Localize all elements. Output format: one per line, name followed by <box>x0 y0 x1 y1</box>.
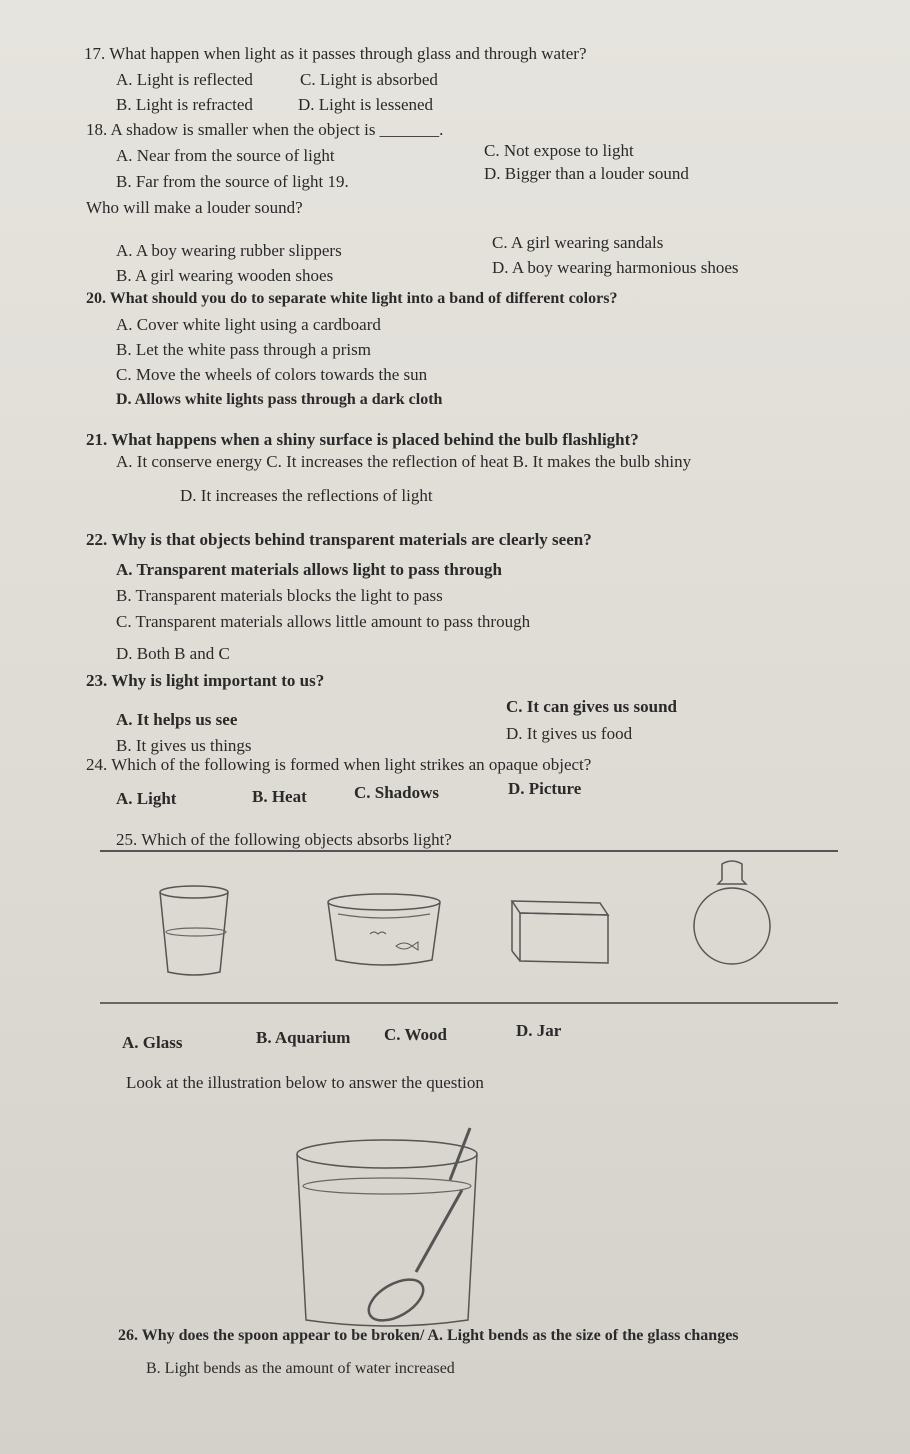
q20-stem: 20. What should you do to separate white light into a band of different colors? <box>86 290 618 307</box>
q19-stem: Who will make a louder sound? <box>86 198 303 217</box>
q25-option-b: B. Aquarium <box>256 1028 351 1047</box>
q17-option-d: D. Light is lessened <box>298 95 434 114</box>
q23-stem: 23. Why is light important to us? <box>86 671 325 690</box>
q20-option-d: D. Allows white lights pass through a dark cloth <box>116 391 443 408</box>
q26-stem: 26. Why does the spoon appear to be broken/ A. Light bends as the size of the glass changes <box>118 1327 739 1344</box>
q18-option-d: D. Bigger than a louder sound <box>484 164 689 183</box>
q19-option-a: A. A boy wearing rubber slippers <box>116 241 342 260</box>
q18-option-a: A. Near from the source of light <box>116 146 335 165</box>
jar-illustration <box>688 858 778 978</box>
q22-option-c: C. Transparent materials allows little amount to pass through <box>116 612 531 631</box>
q18-stem: 18. A shadow is smaller when the object is _______. <box>86 120 444 139</box>
q23-option-a: A. It helps us see <box>116 710 238 729</box>
spoon-in-glass-illustration <box>292 1124 492 1334</box>
q20-option-b: B. Let the white pass through a prism <box>116 340 371 359</box>
q26-option-b: B. Light bends as the amount of water increased <box>146 1360 455 1377</box>
q22-stem: 22. Why is that objects behind transparent materials are clearly seen? <box>86 530 592 549</box>
q18-option-b: B. Far from the source of light 19. <box>116 172 349 191</box>
q21-option-d: D. It increases the reflections of light <box>180 486 433 505</box>
q24-stem: 24. Which of the following is formed when light strikes an opaque object? <box>86 755 592 774</box>
q24-option-d: D. Picture <box>508 779 582 798</box>
q21-stem: 21. What happens when a shiny surface is placed behind the bulb flashlight? <box>86 430 639 449</box>
q25-option-c: C. Wood <box>384 1025 447 1044</box>
q20-option-a: A. Cover white light using a cardboard <box>116 315 381 334</box>
q17-option-c: C. Light is absorbed <box>300 70 438 89</box>
q17-option-a: A. Light is reflected <box>116 70 253 89</box>
illustration-instruction: Look at the illustration below to answer the question <box>126 1073 484 1092</box>
q24-option-b: B. Heat <box>252 787 307 806</box>
q23-option-d: D. It gives us food <box>506 724 633 743</box>
q20-option-c: C. Move the wheels of colors towards the sun <box>116 365 428 384</box>
q19-option-d: D. A boy wearing harmonious shoes <box>492 258 739 277</box>
q21-options-line: A. It conserve energy C. It increases the reflection of heat B. It makes the bulb shiny <box>116 452 692 471</box>
q17-option-b: B. Light is refracted <box>116 95 253 114</box>
q24-option-c: C. Shadows <box>354 783 440 802</box>
glass-illustration <box>158 880 238 980</box>
q25-option-d: D. Jar <box>516 1021 562 1040</box>
q19-option-c: C. A girl wearing sandals <box>492 233 664 252</box>
q25-option-a: A. Glass <box>122 1033 183 1052</box>
aquarium-illustration <box>326 892 446 972</box>
q22-option-a: A. Transparent materials allows light to pass through <box>116 560 503 579</box>
q23-option-b: B. It gives us things <box>116 736 252 755</box>
q23-option-c: C. It can gives us sound <box>506 697 677 716</box>
q22-option-b: B. Transparent materials blocks the light to pass <box>116 586 443 605</box>
wood-illustration <box>508 893 618 973</box>
q25-stem: 25. Which of the following objects absorbs light? <box>116 830 452 849</box>
q17-stem: 17. What happen when light as it passes through glass and through water? <box>84 44 587 63</box>
q18-option-c: C. Not expose to light <box>484 141 634 160</box>
q24-option-a: A. Light <box>116 789 177 808</box>
q19-option-b: B. A girl wearing wooden shoes <box>116 266 334 285</box>
q22-option-d: D. Both B and C <box>116 644 230 663</box>
